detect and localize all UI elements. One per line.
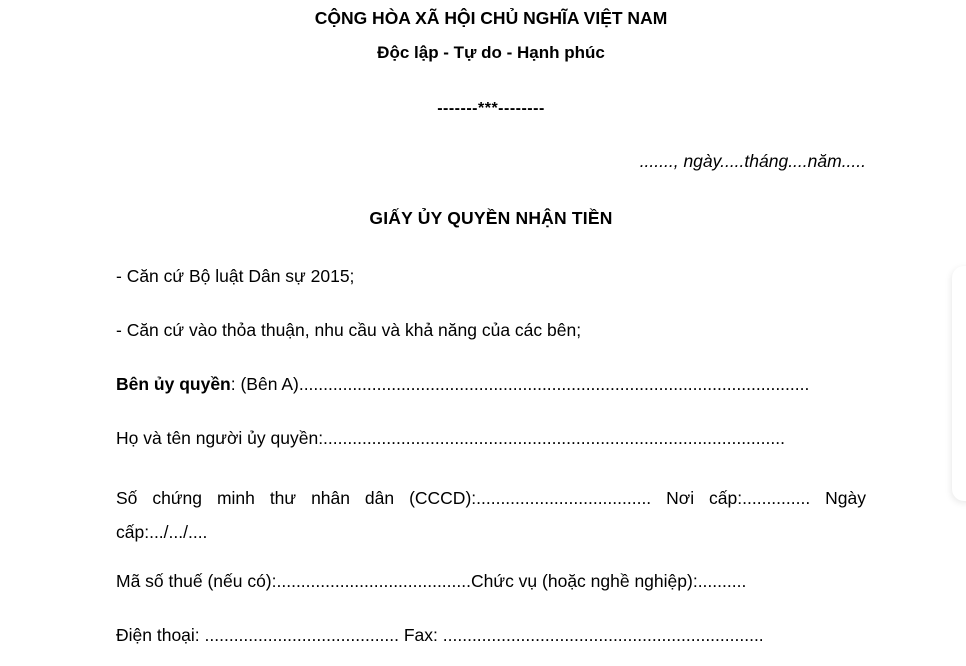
party-a-full-name-line: Họ và tên người ủy quyền:............................................................................................... — [116, 428, 785, 448]
party-a-fill: : (Bên A)......................................................................................................... — [230, 374, 810, 394]
party-a-id-line-2: cấp:.../.../.... — [116, 522, 208, 542]
header-separator: -------***-------- — [437, 100, 545, 117]
national-title: CỘNG HÒA XÃ HỘI CHỦ NGHĨA VIỆT NAM — [314, 8, 668, 28]
date-line: ......., ngày.....tháng....năm..... — [639, 151, 866, 171]
preamble-line-2: - Căn cứ vào thỏa thuận, nhu cầu và khả năng của các bên; — [116, 320, 582, 340]
party-a-id-line-1: Số chứng minh thư nhân dân (CCCD):.................................... Nơi cấp:.............. Ngày — [116, 488, 866, 508]
document-content — [116, 0, 866, 666]
party-a-id-paragraph — [116, 481, 866, 549]
national-motto: Độc lập - Tự do - Hạnh phúc — [377, 43, 605, 62]
party-a-phone-fax-line: Điện thoại: ........................................ Fax: .................................................................. — [116, 625, 764, 645]
party-a-label: Bên ủy quyền — [116, 374, 231, 394]
party-a-tax-line: Mã số thuế (nếu có):........................................Chức vụ (hoặc nghề nghiệp):.......... — [116, 571, 747, 591]
preamble-line-1: - Căn cứ Bộ luật Dân sự 2015; — [116, 266, 355, 286]
party-a-heading-line — [116, 372, 866, 396]
document-title: GIẤY ỦY QUYỀN NHẬN TIỀN — [369, 208, 613, 228]
floating-widget-edge[interactable] — [952, 266, 966, 501]
